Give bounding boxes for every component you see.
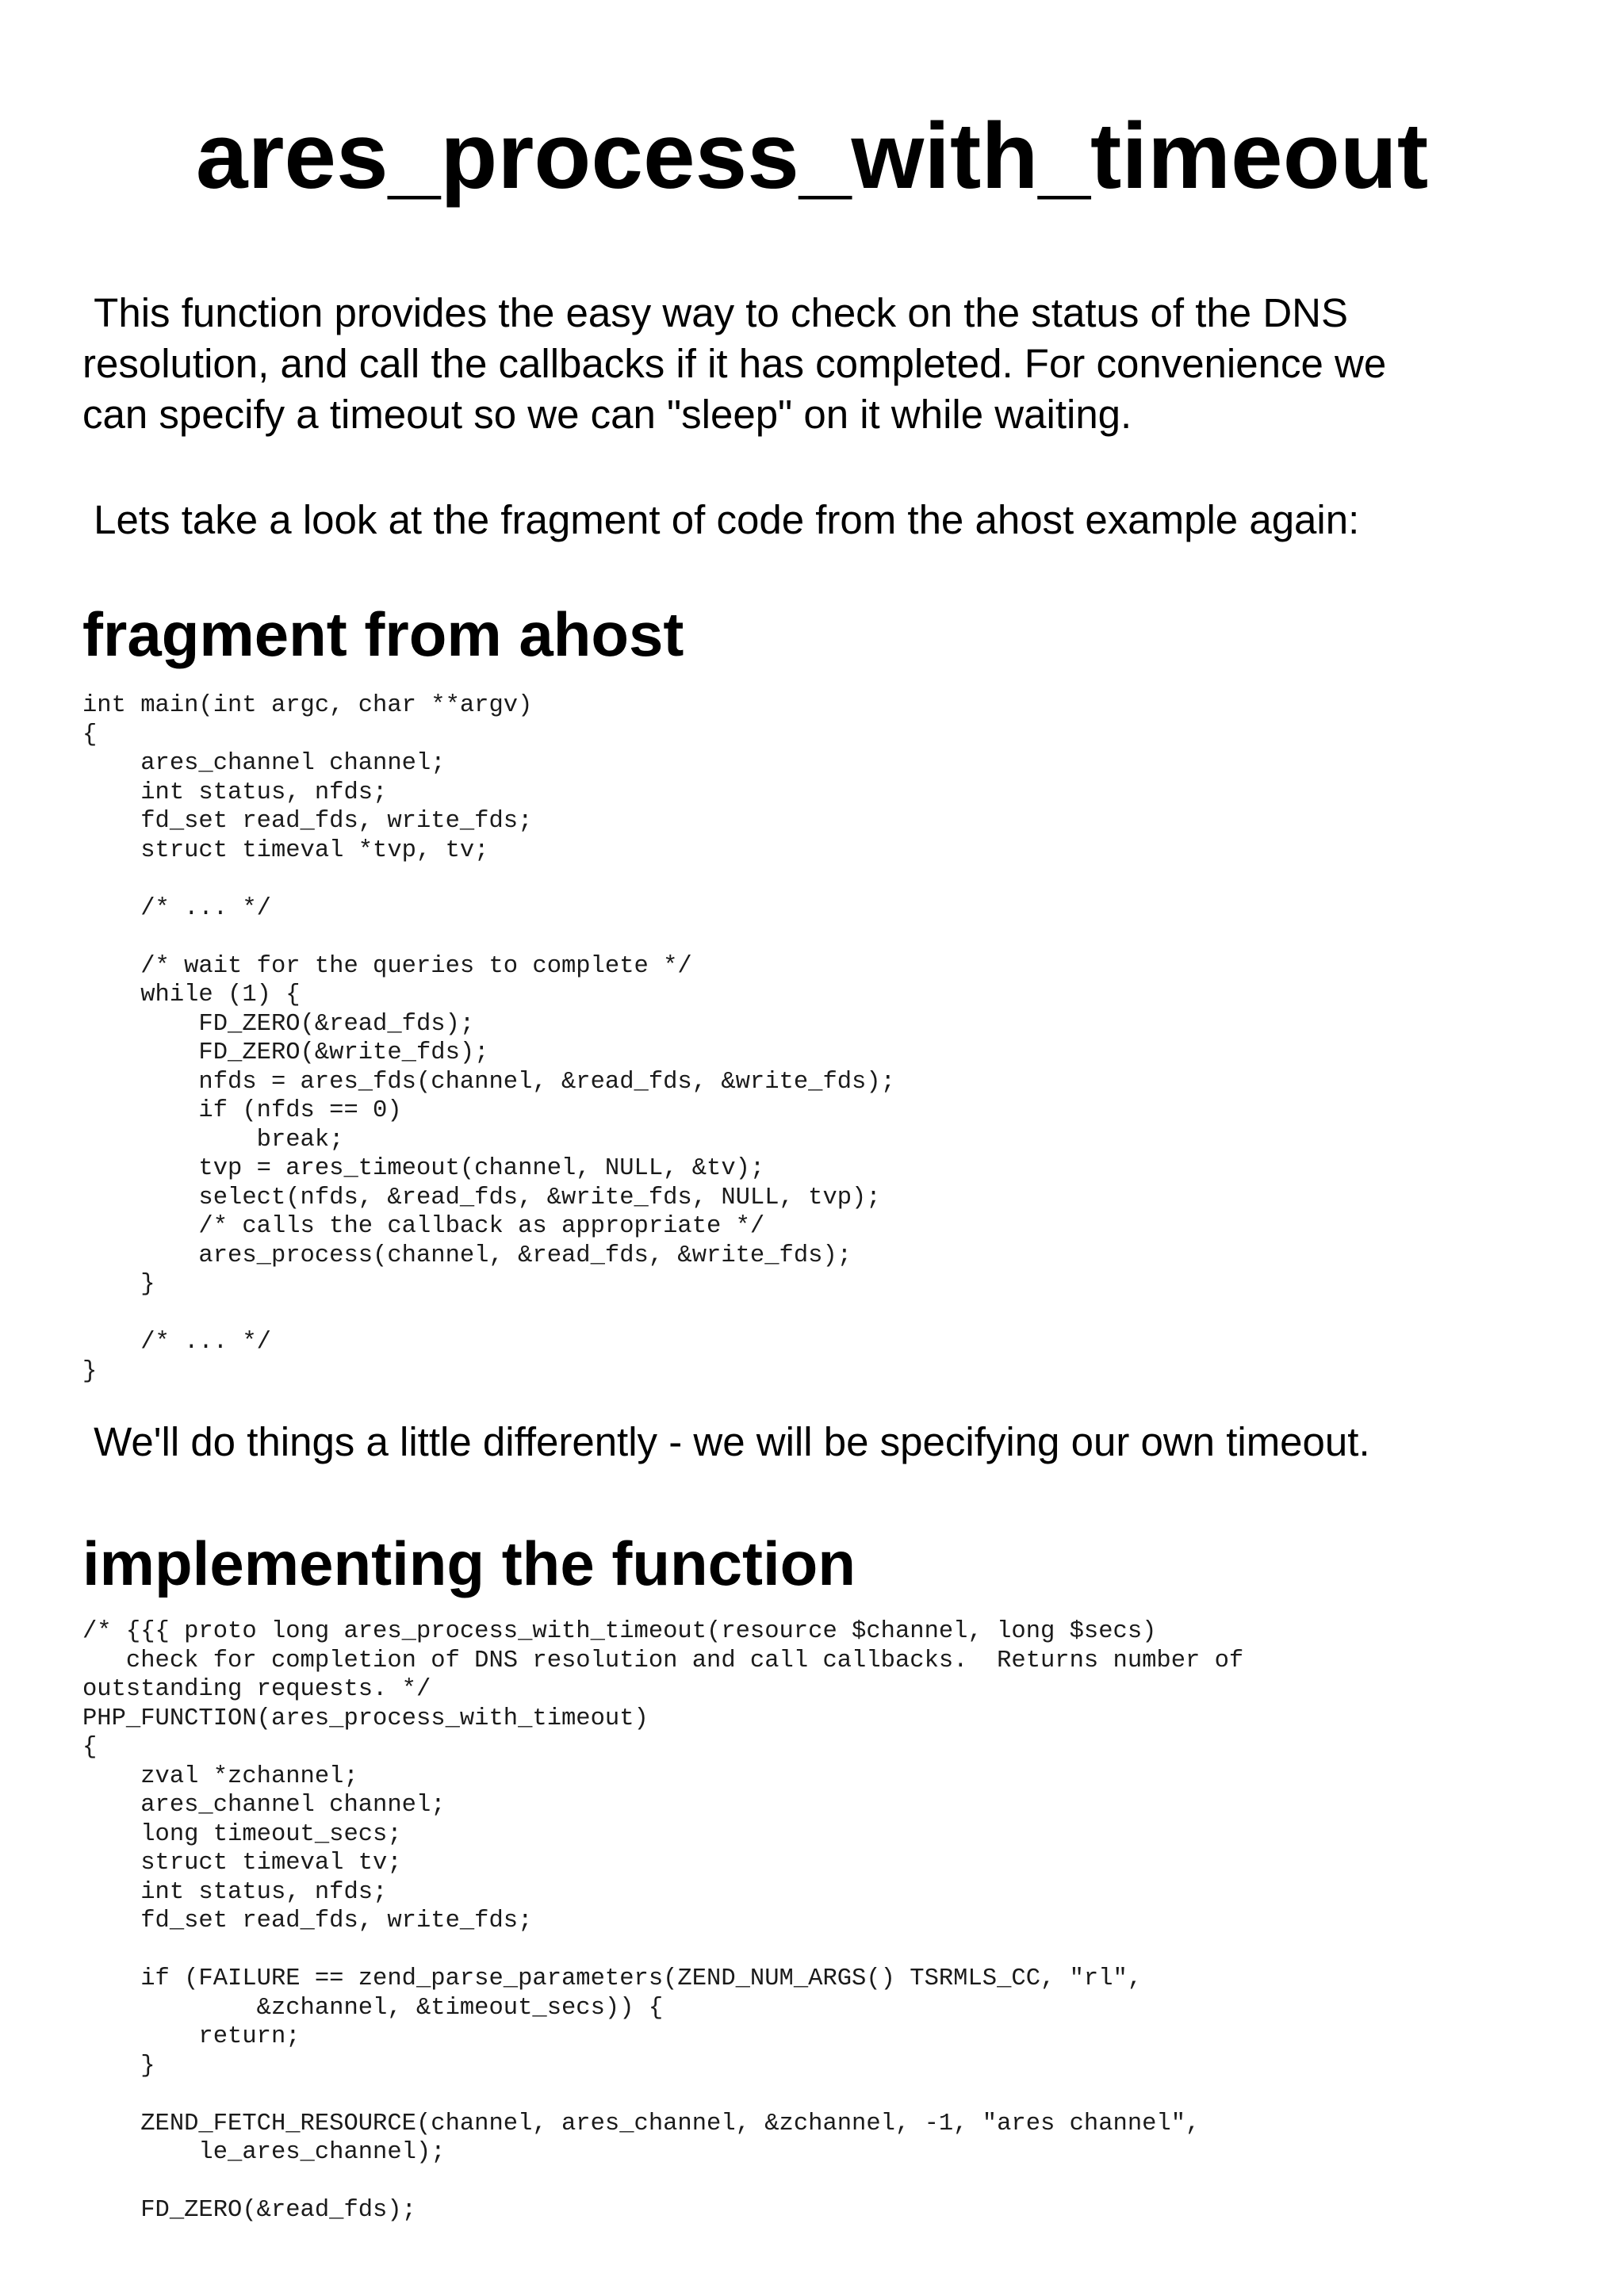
intro-paragraph: This function provides the easy way to check on the status of the DNS resolution, and call the callbacks if it has completed. For convenience we can specify a timeout so we can "sleep" on it while waiting.	[82, 290, 1387, 437]
between-paragraph: We'll do things a little differently - we will be specifying our own timeout.	[82, 1419, 1370, 1464]
page-title: ares_process_with_timeout	[195, 104, 1429, 209]
section-heading-implementing: implementing the function	[82, 1529, 856, 1598]
code-block-fragment: int main(int argc, char **argv) { ares_channel channel; int status, nfds; fd_set read_fds, write_fds; struct timeval *tvp, tv; /* ... */ /* wait for the queries to complete */ while (1) { FD_ZERO(&read_fds); FD_ZERO(&write_fds); nfds = ares_fds(channel, &read_fds, &write_fds); if (nfds == 0) break; tvp = ares_timeout(channel, NULL, &tv); select(nfds, &read_fds, &write_fds, NULL, tvp); /* calls the callback as appropriate */ ares_process(channel, &read_fds, &write_fds); } /* ... */ }	[82, 692, 895, 1385]
section-heading-fragment: fragment from ahost	[82, 599, 684, 669]
code-block-implementing: /* {{{ proto long ares_process_with_timeout(resource $channel, long $secs) check for completion of DNS resolution and call callbacks. Returns number of outstanding requests. */ PHP_FUNCTION(ares_process_with_timeout) { zval *zchannel; ares_channel channel; long timeout_secs; struct timeval tv; int status, nfds; fd_set read_fds, write_fds; if (FAILURE == zend_parse_parameters(ZEND_NUM_ARGS() TSRMLS_CC, "rl", &zchannel, &timeout_secs)) { return; } ZEND_FETCH_RESOURCE(channel, ares_channel, &zchannel, -1, "ares channel", le_ares_channel); FD_ZERO(&read_fds);	[82, 1618, 1244, 2224]
lead-in-paragraph: Lets take a look at the fragment of code from the ahost example again:	[82, 497, 1360, 542]
